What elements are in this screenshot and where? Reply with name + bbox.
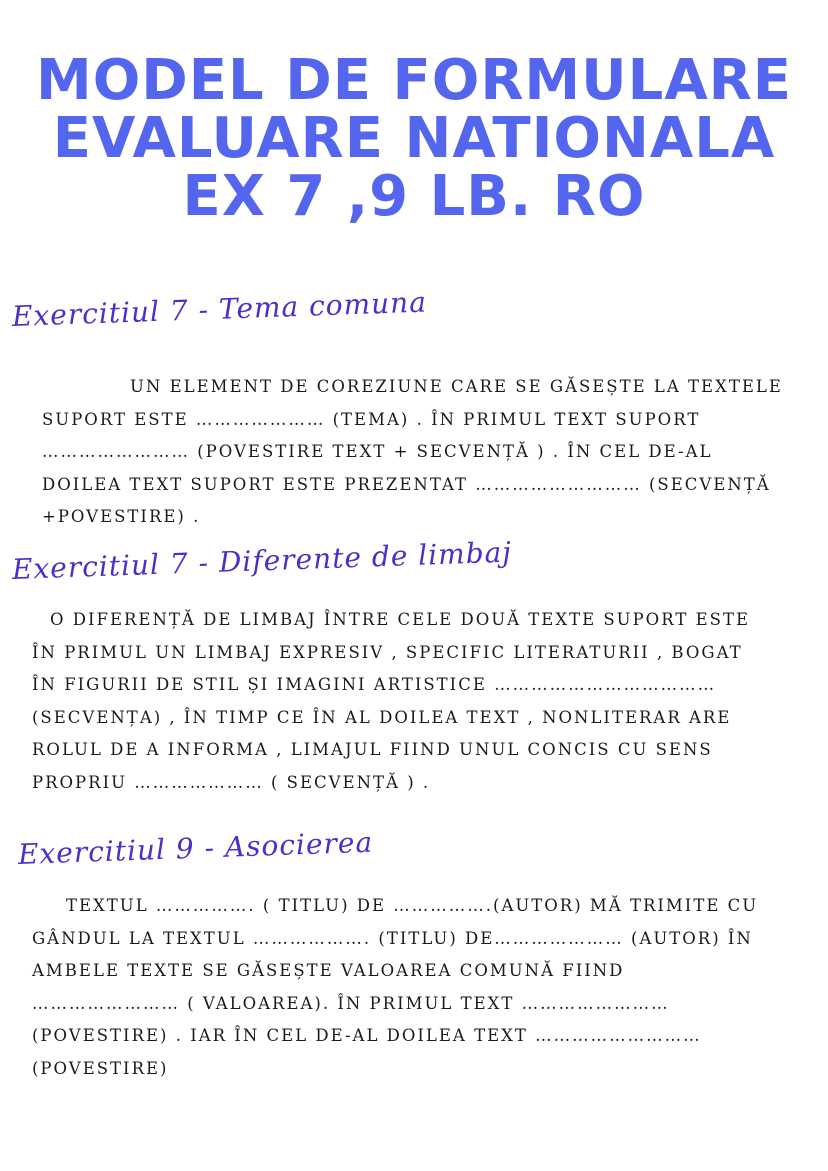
- paragraph-line: TEXTUL ……………. ( TITLU) DE …………….(AUTOR) MĂ TRIMITE CU: [66, 896, 759, 915]
- paragraph-line: +POVESTIRE) .: [42, 507, 201, 526]
- paragraph-line: (SECVENȚA) , ÎN TIMP CE ÎN AL DOILEA TEXT , NONLITERAR ARE: [32, 707, 732, 727]
- paragraph-line: AMBELE TEXTE SE GĂSEȘTE VALOAREA COMUNĂ FIIND: [32, 961, 625, 980]
- paragraph-line: (POVESTIRE): [32, 1058, 169, 1078]
- paragraph-line: PROPRIU ………………… ( SECVENȚĂ ) .: [32, 772, 431, 792]
- paragraph-line: ÎN PRIMUL UN LIMBAJ EXPRESIV , SPECIFIC LITERATURII , BOGAT: [32, 642, 743, 662]
- section-heading-tema-comuna: Exercitiul 7 - Tema comuna: [11, 285, 428, 333]
- section-paragraph-asocierea: [32, 890, 758, 1085]
- paragraph-line: O DIFERENȚĂ DE LIMBAJ ÎNTRE CELE DOUĂ TEXTE SUPORT ESTE: [50, 610, 750, 629]
- section-heading-diferente-de-limbaj: Exercitiul 7 - Diferente de limbaj: [11, 535, 513, 586]
- paragraph-line: …………………… (POVESTIRE TEXT + SECVENȚĂ ) . ÎN CEL DE-AL: [42, 442, 713, 461]
- paragraph-line: DOILEA TEXT SUPORT ESTE PREZENTAT ……………………… (SECVENȚĂ: [42, 474, 771, 494]
- title-line-2: EVALUARE NATIONALA: [52, 106, 776, 171]
- section-paragraph-diferente-de-limbaj: [32, 604, 750, 799]
- page-title: [0, 48, 828, 229]
- paragraph-line: SUPORT ESTE ………………… (TEMA) . ÎN PRIMUL TEXT SUPORT: [42, 409, 701, 429]
- title-line-3: EX 7 ,9 LB. RO: [182, 164, 646, 229]
- paragraph-line: ÎN FIGURII DE STIL ȘI IMAGINI ARTISTICE ………………………………: [32, 675, 717, 694]
- title-line-1: MODEL DE FORMULARE: [35, 48, 793, 113]
- section-heading-asocierea: Exercitiul 9 - Asocierea: [17, 825, 374, 871]
- paragraph-line: …………………… ( VALOAREA). ÎN PRIMUL TEXT ……………………: [32, 993, 670, 1013]
- paragraph-line: GÂNDUL LA TEXTUL ………………. (TITLU) DE………………… (AUTOR) ÎN: [32, 928, 753, 948]
- section-paragraph-tema-comuna: [42, 371, 783, 534]
- paragraph-line: UN ELEMENT DE COREZIUNE CARE SE GĂSEȘTE LA TEXTELE: [130, 377, 783, 396]
- paragraph-line: ROLUL DE A INFORMA , LIMAJUL FIIND UNUL CONCIS CU SENS: [32, 740, 713, 759]
- paragraph-line: (POVESTIRE) . IAR ÎN CEL DE-AL DOILEA TEXT ………………………: [32, 1026, 702, 1045]
